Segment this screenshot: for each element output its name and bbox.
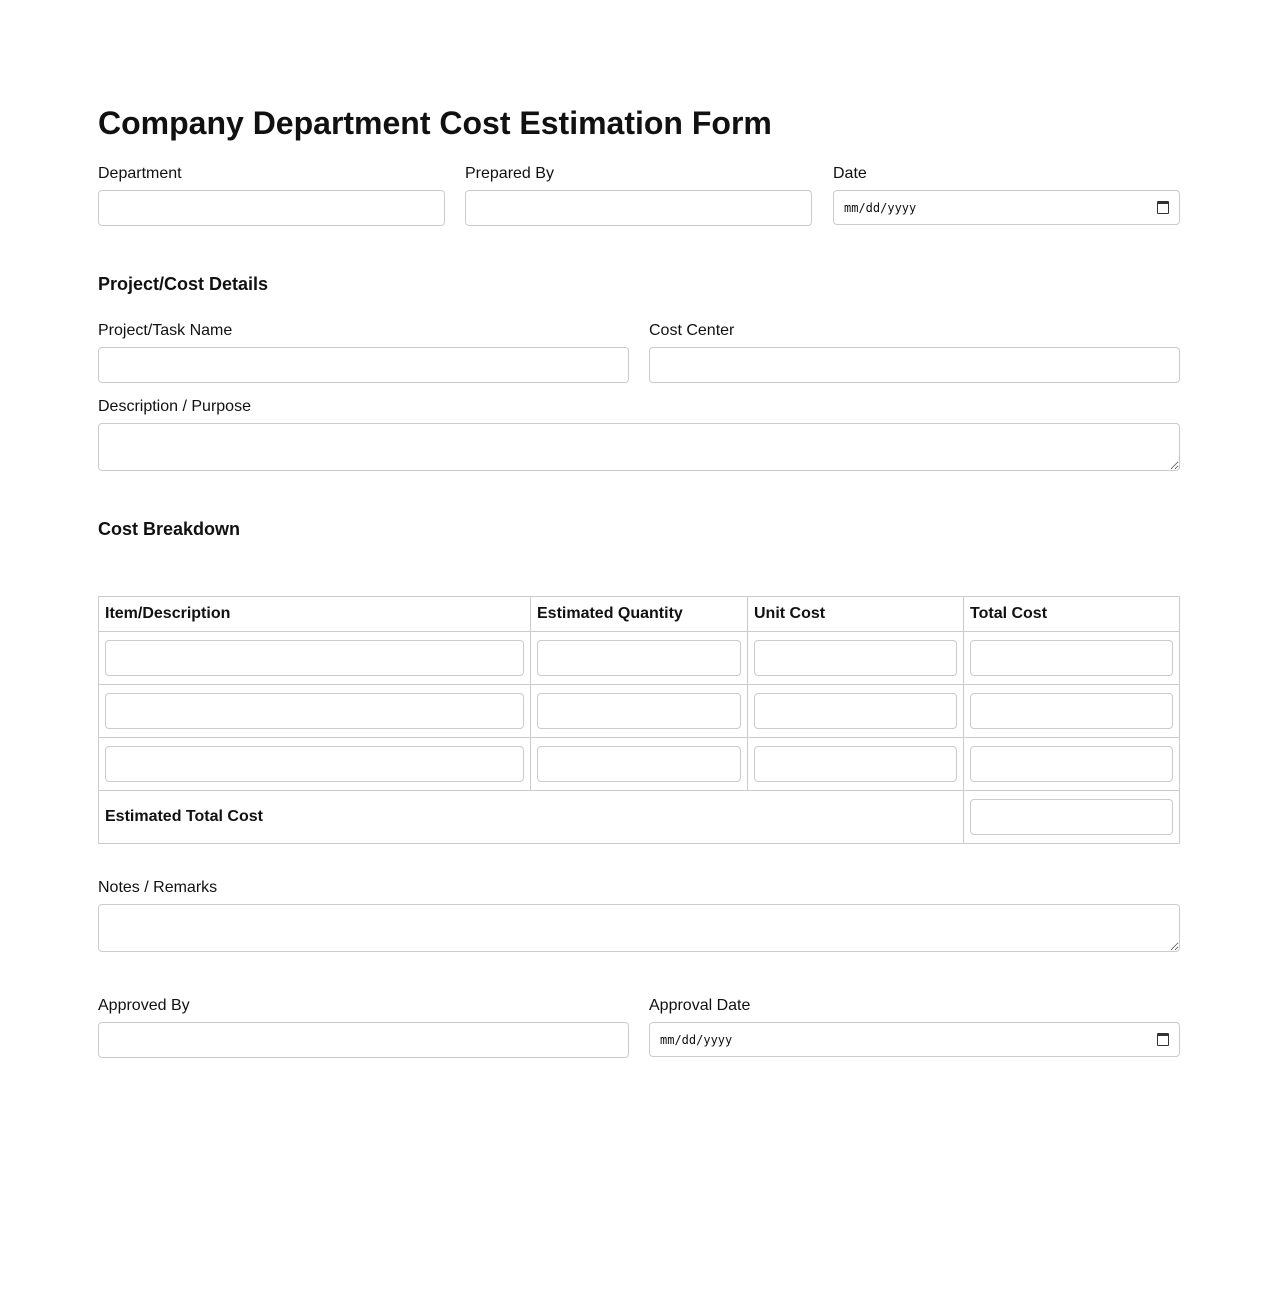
total-cost-input[interactable] xyxy=(970,640,1173,676)
department-label: Department xyxy=(98,165,182,182)
unit-cost-input[interactable] xyxy=(754,693,957,729)
department-input[interactable] xyxy=(98,190,445,226)
date-label: Date xyxy=(833,165,867,182)
quantity-input[interactable] xyxy=(537,746,741,782)
table-row xyxy=(99,632,1180,685)
cost-center-input[interactable] xyxy=(649,347,1180,383)
item-description-input[interactable] xyxy=(105,693,524,729)
estimated-total-input[interactable] xyxy=(970,799,1173,835)
column-header: Item/Description xyxy=(99,597,531,632)
project-details-heading: Project/Cost Details xyxy=(98,274,269,294)
cost-breakdown-heading: Cost Breakdown xyxy=(98,519,241,539)
unit-cost-input[interactable] xyxy=(754,640,957,676)
table-row xyxy=(99,738,1180,791)
date-input[interactable] xyxy=(833,190,1180,225)
table-row xyxy=(99,685,1180,738)
prepared-by-input[interactable] xyxy=(465,190,812,226)
item-description-input[interactable] xyxy=(105,746,524,782)
approval-date-label: Approval Date xyxy=(649,997,751,1014)
date-placeholder: mm/dd/yyyy xyxy=(844,200,917,215)
cost-center-label: Cost Center xyxy=(649,322,735,339)
table-header-row xyxy=(99,597,1180,632)
estimated-total-label: Estimated Total Cost xyxy=(99,791,964,844)
column-header: Total Cost xyxy=(964,597,1180,632)
approval-date-placeholder: mm/dd/yyyy xyxy=(660,1032,733,1047)
description-textarea[interactable] xyxy=(98,423,1180,471)
notes-textarea[interactable] xyxy=(98,904,1180,952)
quantity-input[interactable] xyxy=(537,693,741,729)
column-header: Estimated Quantity xyxy=(531,597,748,632)
item-description-input[interactable] xyxy=(105,640,524,676)
approval-date-input[interactable] xyxy=(649,1022,1180,1057)
task-name-label: Project/Task Name xyxy=(98,322,233,339)
task-name-input[interactable] xyxy=(98,347,629,383)
total-row xyxy=(99,791,1180,844)
total-cost-input[interactable] xyxy=(970,746,1173,782)
calendar-icon[interactable] xyxy=(1157,201,1169,214)
prepared-by-label: Prepared By xyxy=(465,165,554,182)
approved-by-input[interactable] xyxy=(98,1022,629,1058)
approved-by-label: Approved By xyxy=(98,997,190,1014)
calendar-icon[interactable] xyxy=(1157,1033,1169,1046)
page-title: Company Department Cost Estimation Form xyxy=(98,105,772,141)
unit-cost-input[interactable] xyxy=(754,746,957,782)
column-header: Unit Cost xyxy=(748,597,964,632)
description-label: Description / Purpose xyxy=(98,398,251,415)
total-cost-input[interactable] xyxy=(970,693,1173,729)
notes-label: Notes / Remarks xyxy=(98,879,218,896)
cost-breakdown-table xyxy=(98,596,1180,844)
quantity-input[interactable] xyxy=(537,640,741,676)
